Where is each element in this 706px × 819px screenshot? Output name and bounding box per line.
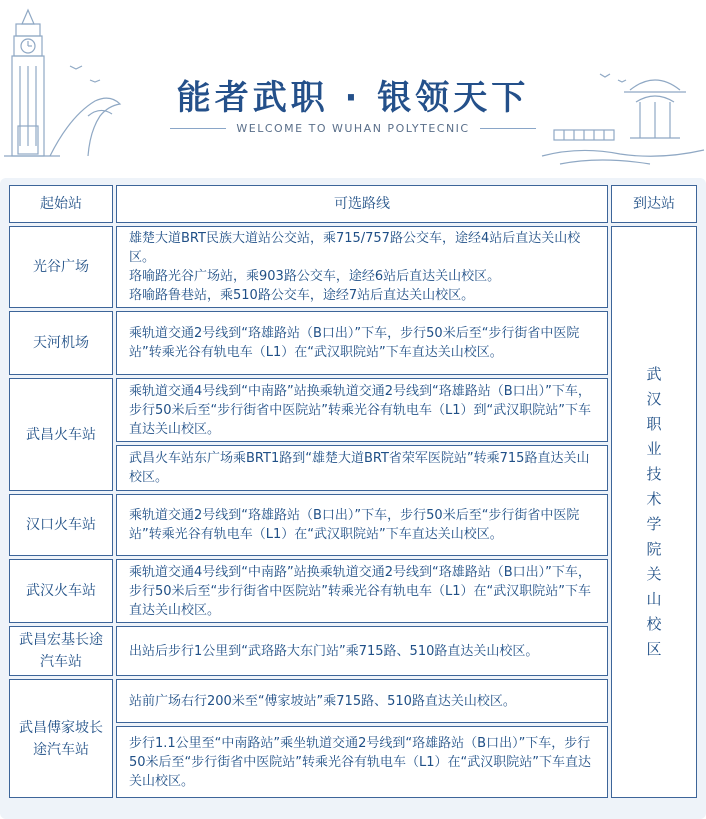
route-text: 乘轨道交通2号线到“珞雄路站（B口出）”下车，步行50米后至“步行街省中医院站”转乘光谷有轨电车（L1）在“武汉职院站”下车直达关山校区。 (129, 508, 580, 542)
route-text: 步行1.1公里至“中南路站”乘坐轨道交通2号线到“珞雄路站（B口出）”下车，步行50米后至“步行街省中医院站”转乘光谷有轨电车（L1）在“武汉职院站”下车直达关山校区。 (129, 735, 591, 789)
divider (170, 128, 226, 129)
header-destination: 到达站 (611, 185, 697, 223)
route-text: 乘轨道交通4号线到“中南路”站换乘轨道交通2号线到“珞雄路站（B口出）”下车，步行50米后至“步行街省中医院站”转乘光谷有轨电车（L1）在“武汉职院站”下车直达关山校区。 (129, 564, 591, 618)
divider (480, 128, 536, 129)
start-station-text: 武昌宏基长途汽车站 (19, 632, 103, 670)
table-row (9, 378, 697, 442)
table-row (9, 559, 697, 623)
start-station-text: 武昌傅家坡长途汽车站 (19, 719, 103, 758)
route-cell (116, 626, 608, 676)
route-text: 雄楚大道BRT民族大道站公交站，乘715/757路公交车，途经4站后直达关山校区。 (129, 231, 581, 265)
page-subtitle: WELCOME TO WUHAN POLYTECNIC (236, 121, 470, 135)
route-cell (116, 679, 608, 723)
subtitle-bar (170, 120, 536, 136)
route-text: 出站后步行1公里到“武珞路大东门站”乘715路、510路直达关山校区。 (129, 643, 539, 659)
route-table (6, 182, 700, 801)
start-station (9, 679, 113, 798)
route-cell (116, 378, 608, 442)
destination-cell (611, 226, 697, 798)
header-routes: 可选路线 (116, 185, 608, 223)
table-row (9, 679, 697, 723)
route-cell (116, 445, 608, 491)
route-cell (116, 559, 608, 623)
destination-text: 武汉职业技术学院关山校区 (646, 365, 662, 658)
route-cell (116, 726, 608, 798)
route-text: 武昌火车站东广场乘BRT1路到“雄楚大道BRT省荣军医院站”转乘715路直达关山校区。 (129, 451, 590, 485)
start-station: 天河机场 (9, 311, 113, 375)
header-start: 起始站 (9, 185, 113, 223)
start-station (9, 626, 113, 676)
start-station: 光谷广场 (9, 226, 113, 308)
table-header-row (9, 185, 697, 223)
route-cell (116, 226, 608, 308)
route-table-panel (0, 178, 706, 819)
route-text: 乘轨道交通2号线到“珞雄路站（B口出）”下车，步行50米后至“步行街省中医院站”转乘光谷有轨电车（L1）在“武汉职院站”下车直达关山校区。 (129, 326, 580, 360)
table-row (9, 226, 697, 308)
start-station: 汉口火车站 (9, 494, 113, 556)
route-text: 乘轨道交通4号线到“中南路”站换乘轨道交通2号线到“珞雄路站（B口出）”下车，步行50米后至“步行街省中医院站”转乘光谷有轨电车（L1）到“武汉职院站”下车直达关山校区。 (129, 383, 591, 437)
start-station: 武汉火车站 (9, 559, 113, 623)
route-cell (116, 311, 608, 375)
route-cell (116, 494, 608, 556)
table-row (9, 626, 697, 676)
start-station: 武昌火车站 (9, 378, 113, 491)
route-text: 珞喻路光谷广场站，乘903路公交车，途经6站后直达关山校区。 (129, 269, 501, 284)
route-text: 站前广场右行200米至“傅家坡站”乘715路、510路直达关山校区。 (129, 693, 516, 709)
table-row (9, 311, 697, 375)
page-title: 能者武职 · 银领天下 (176, 78, 530, 118)
route-text: 珞喻路鲁巷站，乘510路公交车，途经7站后直达关山校区。 (129, 288, 475, 303)
table-row (9, 494, 697, 556)
header-banner (0, 0, 706, 178)
